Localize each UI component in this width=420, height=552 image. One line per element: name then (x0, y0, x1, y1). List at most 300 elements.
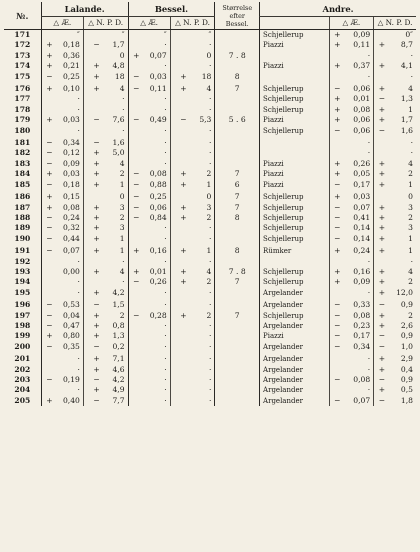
bessel-ra-sign (128, 30, 140, 41)
andre-observer: Piazzi (260, 40, 329, 50)
bessel-ra-value: 0,49 (149, 115, 167, 125)
lalande-npd-sign: + (83, 148, 100, 158)
bessel-ra-sign (128, 385, 140, 395)
andre-npd-sign: − (374, 298, 386, 310)
header-bessel: Bessel. (128, 2, 215, 17)
bessel-ra-sign: − (128, 311, 140, 321)
lalande-npd-value: 1 (119, 233, 125, 243)
lalande-npd-value: 4 (119, 84, 125, 94)
bessel-ra-value: 0,25 (149, 192, 167, 202)
bessel-npd-value: 2 (206, 212, 212, 222)
lalande-ra-sign (41, 267, 53, 277)
bessel-size: 8 (215, 244, 260, 256)
lalande-npd-sign: + (83, 169, 100, 179)
bessel-ra-sign: − (128, 72, 140, 82)
andre-npd-value: 4 (408, 158, 413, 168)
bessel-ra-value: 0,28 (149, 310, 167, 320)
andre-npd-value: 3 (408, 202, 413, 212)
bessel-npd-sign: + (170, 277, 187, 287)
andre-observer: Schjellerup (260, 267, 329, 277)
andre-ra-value: 0,33 (353, 300, 371, 310)
andre-observer: Schjellerup (260, 190, 329, 202)
bessel-size (215, 385, 260, 395)
andre-ra-value: 0,16 (353, 266, 371, 276)
bessel-size (215, 136, 260, 148)
table-row (4, 223, 416, 233)
star-number: 183 (14, 158, 31, 168)
andre-ra-sign (329, 365, 341, 375)
lalande-npd-sign: + (83, 331, 100, 341)
lalande-ra-value: · (77, 277, 80, 287)
bessel-size (215, 234, 260, 244)
andre-ra-value: · (367, 256, 371, 266)
bessel-npd-sign (170, 40, 187, 50)
bessel-size (215, 342, 260, 352)
lalande-ra-value: 0,12 (62, 148, 80, 158)
bessel-ra-value: · (164, 148, 167, 158)
bessel-ra-sign (128, 136, 140, 148)
table-row (4, 277, 416, 287)
bessel-ra-sign (128, 148, 140, 158)
bessel-ra-value: · (164, 395, 167, 405)
lalande-npd-value: 7,7 (112, 395, 125, 405)
andre-ra-value: 0,06 (353, 115, 371, 125)
bessel-size (215, 105, 260, 115)
table-row (4, 257, 416, 267)
bessel-npd-sign (170, 136, 187, 148)
bessel-npd-sign (170, 352, 187, 364)
lalande-ra-value: 0,44 (62, 233, 80, 243)
table-row (4, 159, 416, 169)
andre-npd-sign: + (374, 277, 386, 287)
lalande-npd-sign: + (83, 61, 100, 71)
lalande-npd-value: 18 (114, 71, 125, 81)
lalande-ra-sign (41, 30, 53, 41)
andre-npd-value: 1 (408, 104, 413, 114)
table-row (4, 365, 416, 375)
lalande-npd-sign: − (83, 136, 100, 148)
star-number: 191 (14, 246, 31, 256)
table-row (4, 288, 416, 298)
lalande-npd-sign: + (83, 72, 100, 82)
andre-ra-sign: − (329, 126, 341, 136)
andre-observer: Schjellerup (260, 126, 329, 136)
bessel-ra-value: 0,88 (149, 179, 167, 189)
bessel-npd-sign (170, 365, 187, 375)
andre-observer: Piazzi (260, 159, 329, 169)
bessel-npd-sign: + (170, 82, 187, 94)
header-size-after-bessel (215, 2, 260, 30)
andre-ra-sign: + (329, 244, 341, 256)
andre-ra-sign: + (329, 115, 341, 125)
bessel-npd-sign (170, 234, 187, 244)
lalande-ra-sign: − (41, 213, 53, 223)
andre-ra-sign: − (329, 396, 341, 406)
andre-ra-sign: − (329, 321, 341, 331)
bessel-size (215, 331, 260, 341)
bessel-ra-sign (128, 159, 140, 169)
table-row (4, 352, 416, 364)
andre-npd-sign: + (374, 105, 386, 115)
bessel-npd-value: 1 (206, 179, 212, 189)
andre-ra-value: 0,06 (353, 84, 371, 94)
table-row (4, 311, 416, 321)
bessel-ra-sign: − (128, 115, 140, 125)
andre-ra-value: 0,09 (353, 277, 371, 287)
lalande-ra-value: 0,07 (62, 246, 80, 256)
andre-npd-value: 12,0 (396, 287, 413, 297)
bessel-size (215, 257, 260, 267)
star-number: 201 (14, 354, 31, 364)
bessel-ra-sign (128, 234, 140, 244)
lalande-ra-sign: − (41, 311, 53, 321)
andre-npd-sign: + (374, 311, 386, 321)
table-row (4, 234, 416, 244)
bessel-ra-sign (128, 298, 140, 310)
andre-npd-sign: + (374, 244, 386, 256)
andre-npd-sign: + (374, 180, 386, 190)
lalande-npd-value: · (122, 277, 125, 287)
andre-npd-sign: + (374, 61, 386, 71)
bessel-npd-sign: − (170, 115, 187, 125)
lalande-npd-sign (83, 94, 100, 104)
bessel-npd-sign (170, 30, 187, 41)
star-number: 200 (14, 341, 31, 351)
bessel-ra-sign (128, 257, 140, 267)
bessel-ra-sign (128, 126, 140, 136)
lalande-ra-value: 0,15 (62, 192, 80, 202)
bessel-ra-value: ″ (163, 30, 167, 39)
andre-observer: Argelander (260, 365, 329, 375)
bessel-ra-value: 0,26 (149, 277, 167, 287)
andre-ra-sign: − (329, 234, 341, 244)
bessel-npd-value: 2 (206, 169, 212, 179)
lalande-ra-sign: − (41, 72, 53, 82)
andre-observer: Schjellerup (260, 30, 329, 41)
table-row (4, 385, 416, 395)
andre-observer: Schjellerup (260, 277, 329, 287)
bessel-ra-sign (128, 375, 140, 385)
table-row (4, 342, 416, 352)
bessel-ra-value: · (164, 320, 167, 330)
andre-ra-sign: + (329, 190, 341, 202)
lalande-npd-sign: − (83, 40, 100, 50)
andre-npd-sign: + (374, 267, 386, 277)
lalande-ra-value: 0,03 (62, 115, 80, 125)
lalande-npd-value: 7,1 (112, 354, 125, 364)
star-number: 188 (14, 212, 31, 222)
bessel-npd-value: · (208, 61, 212, 71)
bessel-ra-sign: + (128, 51, 140, 61)
bessel-ra-sign: + (128, 244, 140, 256)
bessel-npd-sign: + (170, 213, 187, 223)
star-number: 194 (14, 277, 31, 287)
andre-npd-sign: + (374, 169, 386, 179)
lalande-ra-value: 0,35 (62, 341, 80, 351)
andre-ra-value: 0,07 (353, 395, 371, 405)
bessel-npd-value: · (208, 256, 212, 266)
andre-observer: Argelander (260, 298, 329, 310)
table-row (4, 298, 416, 310)
lalande-npd-sign (83, 51, 100, 61)
andre-ra-sign: + (329, 169, 341, 179)
andre-observer (260, 51, 329, 61)
andre-ra-value: 0,11 (353, 40, 371, 50)
lalande-ra-value: 0,00 (62, 266, 80, 276)
andre-ra-sign (329, 72, 341, 82)
bessel-ra-sign (128, 40, 140, 50)
lalande-npd-value: 3 (119, 223, 125, 233)
andre-npd-value: 2,6 (400, 320, 413, 330)
bessel-ra-value: · (164, 104, 167, 114)
star-number: 186 (14, 192, 31, 202)
andre-npd-value: 1,0 (400, 341, 413, 351)
lalande-npd-value: ″ (121, 30, 125, 39)
bessel-npd-sign (170, 321, 187, 331)
bessel-ra-value: · (164, 40, 167, 50)
bessel-npd-sign (170, 105, 187, 115)
bessel-size (215, 396, 260, 406)
andre-ra-sign (329, 148, 341, 158)
table-row (4, 94, 416, 104)
lalande-ra-sign: + (41, 203, 53, 213)
andre-observer: Argelander (260, 385, 329, 395)
bessel-ra-sign: − (128, 190, 140, 202)
bessel-size: 7 (215, 190, 260, 202)
andre-observer: Argelander (260, 342, 329, 352)
header-size-line1: Størrelse (222, 3, 253, 12)
andre-ra-sign: − (329, 331, 341, 341)
lalande-npd-sign: + (83, 267, 100, 277)
lalande-ra-sign (41, 105, 53, 115)
andre-npd-value: 0,9 (400, 300, 413, 310)
star-number: 176 (14, 84, 31, 94)
andre-npd-sign: + (374, 40, 386, 50)
andre-observer: Piazzi (260, 61, 329, 71)
andre-observer: Schjellerup (260, 105, 329, 115)
lalande-ra-sign: − (41, 244, 53, 256)
andre-ra-value: 0,23 (353, 320, 371, 330)
table-row (4, 126, 416, 136)
andre-npd-value: 1,8 (400, 395, 413, 405)
bessel-npd-sign (170, 375, 187, 385)
andre-npd-sign: − (374, 396, 386, 406)
star-number: 181 (14, 138, 31, 148)
bessel-npd-sign (170, 288, 187, 298)
andre-ra-value: 0,03 (353, 192, 371, 202)
lalande-npd-value: 4,2 (112, 287, 125, 297)
bessel-npd-sign (170, 159, 187, 169)
andre-npd-value: 0,5 (400, 385, 413, 395)
header-number: №. (4, 2, 41, 30)
lalande-npd-sign: + (83, 213, 100, 223)
table-row (4, 180, 416, 190)
table-row (4, 244, 416, 256)
bessel-ra-sign (128, 352, 140, 364)
lalande-npd-sign: − (83, 298, 100, 310)
lalande-ra-sign (41, 352, 53, 364)
bessel-ra-value: · (164, 385, 167, 395)
lalande-ra-sign: − (41, 375, 53, 385)
header-bessel-dra: △ Æ. (128, 17, 170, 30)
andre-ra-sign: − (329, 223, 341, 233)
andre-npd-value: · (410, 71, 413, 81)
bessel-ra-sign (128, 321, 140, 331)
lalande-npd-sign: + (83, 321, 100, 331)
bessel-size: 8 (215, 213, 260, 223)
bessel-npd-value: · (208, 341, 212, 351)
bessel-ra-value: 0,07 (149, 50, 167, 60)
star-number: 198 (14, 320, 31, 330)
bessel-ra-sign: − (128, 277, 140, 287)
bessel-npd-sign: + (170, 311, 187, 321)
lalande-ra-value: 0,19 (62, 375, 80, 384)
lalande-ra-sign: − (41, 234, 53, 244)
andre-observer: Rümker (260, 244, 329, 256)
andre-observer: Argelander (260, 352, 329, 364)
lalande-npd-sign: + (83, 385, 100, 395)
lalande-npd-sign (83, 30, 100, 41)
bessel-ra-value: 0,11 (149, 84, 167, 94)
andre-npd-value: 1 (408, 246, 413, 256)
lalande-npd-sign: − (83, 396, 100, 406)
lalande-ra-sign: − (41, 298, 53, 310)
header-lalande-dnpd: △ N. P. D. (83, 17, 128, 30)
andre-npd-value: 0″ (405, 30, 413, 39)
bessel-ra-value: · (164, 375, 167, 384)
andre-npd-sign: + (374, 115, 386, 125)
lalande-ra-value: 0,53 (62, 300, 80, 310)
lalande-ra-sign: − (41, 342, 53, 352)
andre-observer: Argelander (260, 321, 329, 331)
andre-npd-sign: + (374, 234, 386, 244)
catalogue-page (4, 2, 416, 548)
lalande-ra-value: · (77, 256, 80, 266)
andre-npd-value: 1,6 (400, 125, 413, 135)
lalande-ra-sign (41, 288, 53, 298)
lalande-ra-sign: + (41, 115, 53, 125)
lalande-npd-sign: + (83, 234, 100, 244)
bessel-ra-sign: − (128, 203, 140, 213)
andre-ra-sign: − (329, 375, 341, 385)
header-size-line2: efter (229, 11, 245, 20)
lalande-ra-value: 0,24 (62, 212, 80, 222)
bessel-ra-value: · (164, 287, 167, 297)
bessel-npd-sign (170, 126, 187, 136)
lalande-ra-sign (41, 385, 53, 395)
table-row (4, 375, 416, 385)
andre-ra-sign: + (329, 277, 341, 287)
andre-observer: Piazzi (260, 331, 329, 341)
bessel-ra-value: · (164, 125, 167, 135)
andre-ra-value: 0,06 (353, 125, 371, 135)
lalande-ra-value: 0,21 (62, 61, 80, 71)
table-row (4, 213, 416, 223)
lalande-ra-sign: − (41, 148, 53, 158)
andre-observer: Piazzi (260, 180, 329, 190)
star-number: 204 (14, 385, 31, 395)
andre-ra-value: 0,26 (353, 158, 371, 168)
andre-ra-value: 0,14 (353, 223, 371, 233)
bessel-size: 6 (215, 180, 260, 190)
lalande-npd-value: 4,6 (112, 364, 125, 374)
lalande-npd-value: 7,6 (112, 115, 125, 125)
bessel-ra-value: 0,06 (149, 202, 167, 212)
lalande-npd-value: 1 (119, 246, 125, 256)
andre-ra-value: 0,24 (353, 246, 371, 256)
star-number: 175 (14, 71, 31, 81)
star-number: 189 (14, 223, 31, 233)
lalande-ra-value: 0,04 (62, 310, 80, 320)
andre-ra-value: 0,37 (353, 61, 371, 71)
header-row-quantities (4, 17, 416, 30)
andre-npd-value: 2,9 (400, 354, 413, 364)
bessel-size (215, 321, 260, 331)
bessel-npd-value: · (208, 125, 212, 135)
andre-observer: Argelander (260, 396, 329, 406)
andre-ra-sign (329, 352, 341, 364)
bessel-npd-sign (170, 342, 187, 352)
lalande-ra-sign: − (41, 321, 53, 331)
bessel-size: 7 (215, 311, 260, 321)
andre-npd-sign: − (374, 126, 386, 136)
andre-npd-sign: + (374, 385, 386, 395)
star-number: 192 (14, 256, 31, 266)
andre-npd-sign: − (374, 94, 386, 104)
table-row (4, 40, 416, 50)
star-comparison-table (4, 2, 416, 406)
lalande-ra-value: 0,80 (62, 331, 80, 341)
star-number: 190 (14, 233, 31, 243)
bessel-ra-sign (128, 288, 140, 298)
andre-npd-value: 1 (408, 233, 413, 243)
bessel-npd-sign (170, 298, 187, 310)
bessel-npd-value: · (208, 331, 212, 341)
header-lalande: Lalande. (41, 2, 128, 17)
bessel-size (215, 352, 260, 364)
andre-observer (260, 136, 329, 148)
andre-observer (260, 72, 329, 82)
lalande-npd-sign (83, 105, 100, 115)
lalande-ra-sign (41, 94, 53, 104)
bessel-npd-sign: + (170, 169, 187, 179)
andre-observer: Schjellerup (260, 223, 329, 233)
bessel-npd-sign (170, 385, 187, 395)
andre-npd-sign: + (374, 213, 386, 223)
lalande-ra-sign: − (41, 136, 53, 148)
bessel-ra-value: · (164, 138, 167, 148)
lalande-ra-value: 0,09 (62, 158, 80, 168)
star-number: 205 (14, 395, 31, 405)
andre-ra-sign: + (329, 159, 341, 169)
andre-ra-sign (329, 288, 341, 298)
star-number: 202 (14, 364, 31, 374)
andre-npd-sign (374, 30, 386, 41)
bessel-ra-value: 0,03 (149, 71, 167, 81)
bessel-ra-value: · (164, 364, 167, 374)
andre-ra-sign (329, 257, 341, 267)
lalande-ra-sign (41, 365, 53, 375)
andre-ra-sign: + (329, 30, 341, 41)
lalande-ra-value: 0,10 (62, 84, 80, 94)
andre-ra-value: 0,34 (353, 341, 371, 351)
lalande-ra-sign: + (41, 331, 53, 341)
lalande-ra-sign: + (41, 51, 53, 61)
bessel-ra-value: 0,01 (149, 266, 167, 276)
andre-observer: Argelander (260, 288, 329, 298)
bessel-size: 5 . 6 (215, 115, 260, 125)
andre-npd-value: 2 (408, 277, 413, 287)
